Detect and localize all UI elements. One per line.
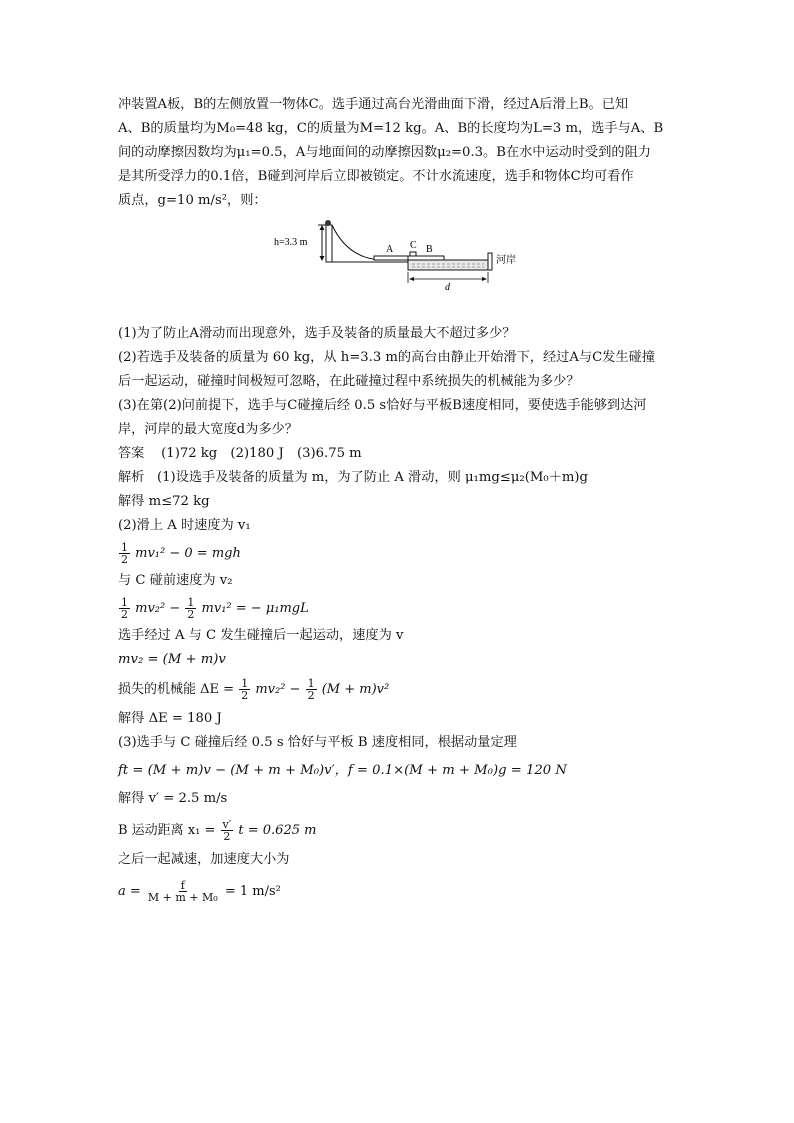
solution-line-3: (2)滑上 A 时速度为 v₁ (118, 518, 251, 533)
contestant-dot (325, 220, 331, 226)
d-arrow-right (482, 277, 487, 281)
equation-7 (118, 880, 678, 903)
solution-line-1 (118, 466, 678, 490)
plank-a (374, 256, 408, 260)
height-arrow-top (320, 225, 325, 230)
equation-2-part-2: mv₁² = − μ₁mgL (201, 601, 309, 616)
answer-text: (1)72 kg (2)180 J (3)6.75 m (161, 446, 362, 461)
fraction-half: $\frac{1}{2}$ (241, 677, 249, 702)
river-bank (488, 253, 492, 270)
fraction-v-prime-over-2: $\frac{v'}{2}$ (222, 818, 232, 843)
equation-6-prefix: B 运动距离 x₁ = (118, 823, 216, 838)
equation-6 (118, 819, 678, 842)
solution-line-5: 选手经过 A 与 C 发生碰撞后一起运动，速度为 v (118, 628, 404, 643)
page-content (118, 93, 678, 903)
equation-5-text: ft = (M + m)v − (M + m + M₀)v′，f = 0.1×(M + m + M₀)g = 120 N (118, 763, 567, 778)
solution-line-4: 与 C 碰前速度为 v₂ (118, 573, 233, 588)
question-2-line-1: (2)若选手及装备的质量为 60 kg，从 h=3.3 m的高台由静止开始滑下，经过A与C发生碰撞 (118, 350, 655, 365)
questions (118, 322, 678, 442)
fraction-half: $\frac{1}{2}$ (307, 677, 315, 702)
answer-label: 答案 (118, 446, 145, 461)
label-c: C (410, 240, 417, 251)
intro-line-2: A、B的质量均为M₀=48 kg，C的质量为M=12 kg。A、B的长度均为L=3 m，选手与A、B (118, 121, 664, 136)
equation-4-prefix: 损失的机械能 ΔE = (118, 682, 235, 697)
platform-wall (326, 225, 332, 262)
equation-3 (118, 648, 678, 672)
equation-1 (118, 542, 678, 565)
problem-intro (118, 93, 678, 213)
intro-line-3: 间的动摩擦因数均为μ₁=0.5，A与地面间的动摩擦因数μ₂=0.3。B在水中运动时受到的阻力 (118, 145, 651, 160)
d-arrow-left (409, 277, 414, 281)
fraction-f-over-total-mass: $\frac{f}{\text{M + m + M₀}}$ (147, 879, 218, 904)
bank-label: 河岸 (496, 255, 516, 266)
height-label: h=3.3 m (274, 237, 308, 248)
equation-7-rest: = 1 m/s² (224, 884, 281, 899)
question-3-line-2: 岸，河岸的最大宽度d为多少？ (118, 422, 298, 437)
equation-2 (118, 597, 678, 620)
object-c (410, 252, 416, 256)
physics-diagram (270, 219, 540, 314)
intro-line-4: 是其所受浮力的0.1倍，B碰到河岸后立即被锁定。不计水流速度，选手和物体C均可看作 (118, 169, 634, 184)
solution-line-2: 解得 m≤72 kg (118, 494, 210, 509)
equation-4-part-2: (M + m)v² (321, 682, 390, 697)
fraction-half: $\frac{1}{2}$ (121, 541, 128, 566)
fraction-half: $\frac{1}{2}$ (121, 596, 128, 621)
diagram-svg (270, 219, 540, 314)
solution-line-7: (3)选手与 C 碰撞后经 0.5 s 恰好与平板 B 速度相同，根据动量定理 (118, 735, 517, 750)
equation-4 (118, 678, 678, 701)
question-2-line-2: 后一起运动，碰撞时间极短可忽略，在此碰撞过程中系统损失的机械能为多少？ (118, 374, 580, 389)
solution-line-9: 之后一起减速，加速度大小为 (118, 852, 290, 867)
solution-label: 解析 (118, 470, 145, 485)
fraction-half: $\frac{1}{2}$ (187, 596, 195, 621)
equation-5 (118, 759, 678, 783)
height-arrow-bottom (320, 256, 325, 261)
equation-6-rest: t = 0.625 m (238, 823, 317, 838)
question-3-line-1: (3)在第(2)问前提下，选手与C碰撞后经 0.5 s恰好与平板B速度相同，要使选手能够到达河 (118, 398, 647, 413)
intro-line-5: 质点，g=10 m/s²，则： (118, 193, 267, 208)
label-d: d (445, 282, 450, 293)
water-area (408, 260, 488, 270)
slide-curve (332, 225, 382, 260)
plank-b (408, 256, 444, 260)
label-b: B (426, 244, 433, 255)
solution (118, 466, 678, 903)
equation-7-prefix: a = (118, 884, 141, 899)
intro-line-1: 冲装置A板，B的左侧放置一物体C。选手通过高台光滑曲面下滑，经过A后滑上B。已知 (118, 97, 629, 112)
answer-line (118, 442, 678, 466)
solution-line-8: 解得 v′ = 2.5 m/s (118, 791, 228, 806)
solution-step-1: (1)设选手及装备的质量为 m，为了防止 A 滑动，则 μ₁mg≤μ₂(M₀＋m)g (156, 470, 588, 485)
equation-3-text: mv₂ = (M + m)v (118, 652, 226, 667)
question-1: (1)为了防止A滑动而出现意外，选手及装备的质量最大不超过多少？ (118, 326, 516, 341)
solution-line-6: 解得 ΔE = 180 J (118, 711, 222, 726)
equation-4-part-1: mv₂² − (255, 682, 301, 697)
label-a: A (386, 244, 394, 255)
equation-1-text: mv₁² − 0 = mgh (135, 546, 241, 561)
equation-2-part-1: mv₂² − (135, 601, 181, 616)
